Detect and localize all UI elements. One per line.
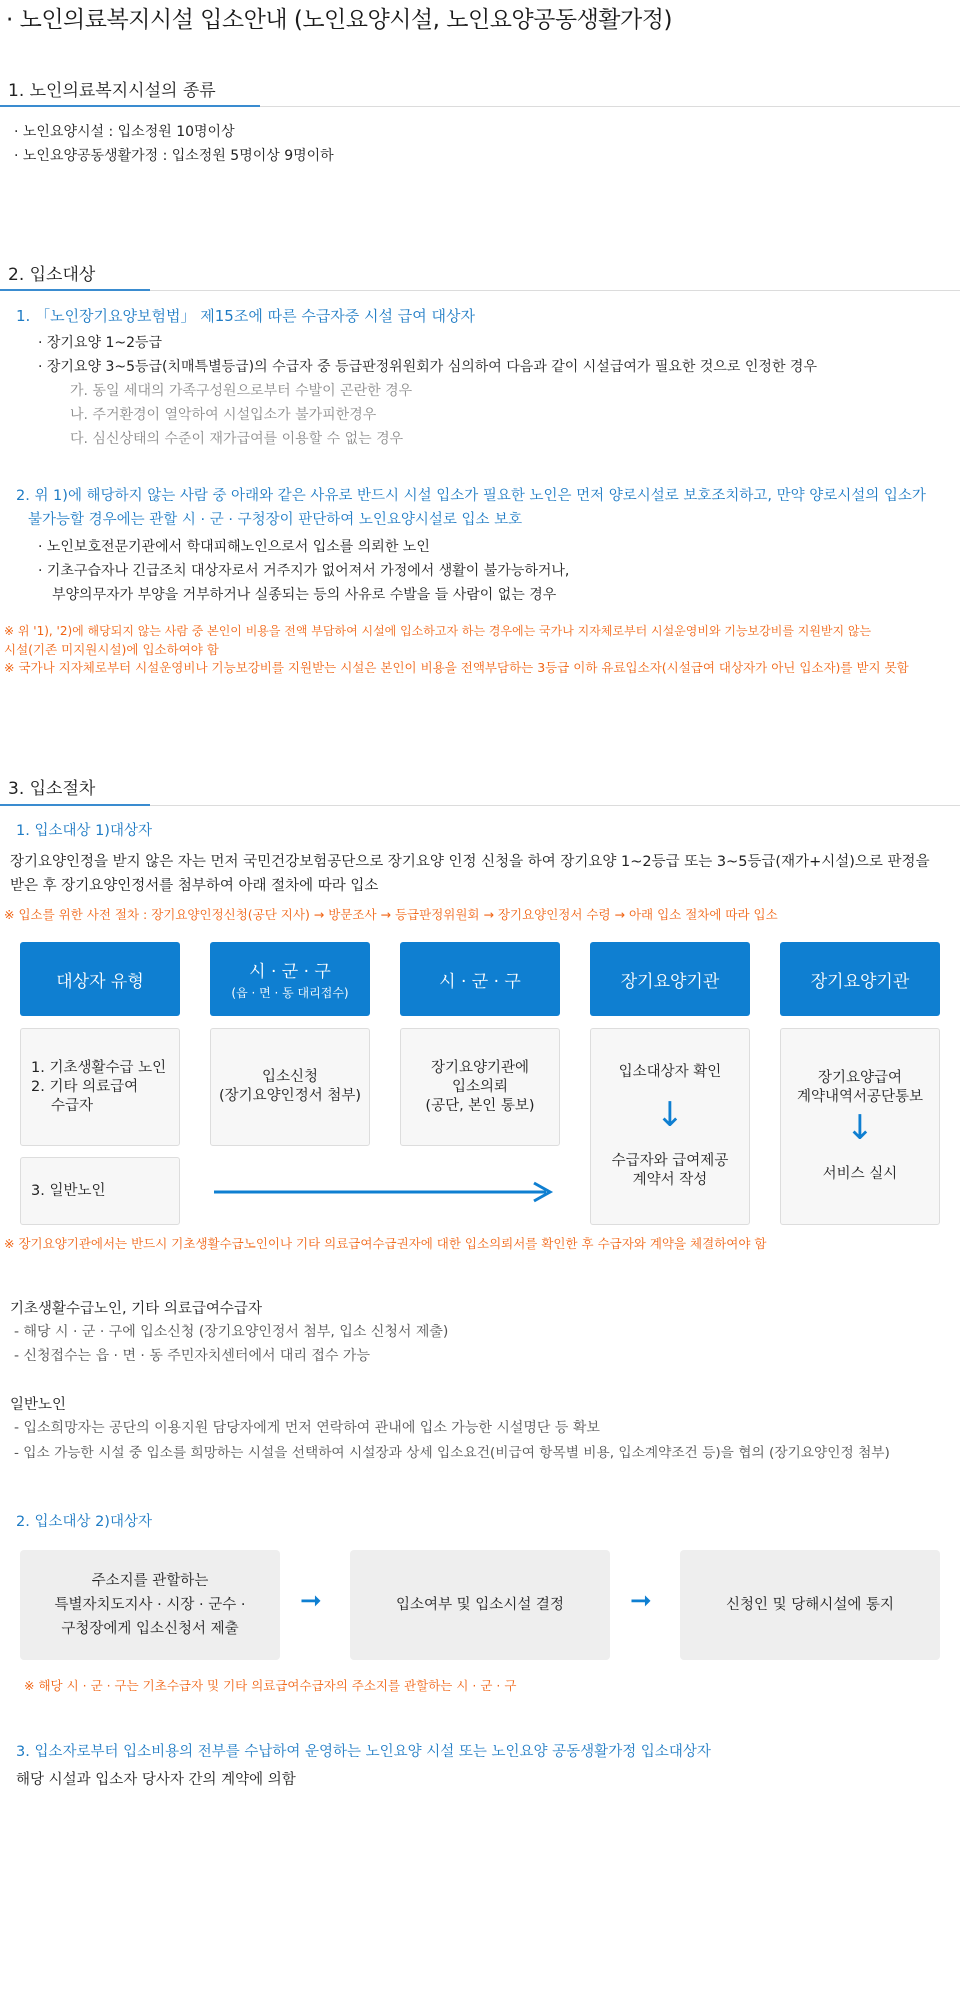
flow2-line: 특별자치도지사 · 시장 · 군수 · — [54, 1597, 246, 1613]
arrow-down-icon: ↓ — [655, 1095, 685, 1135]
flow-header-city-proxy — [210, 942, 370, 1016]
section2-sub1-title: 1. 「노인장기요양보험법」 제15조에 따른 수급자중 시설 급여 대상자 — [16, 307, 476, 325]
flow-header-label: 대상자 유형 — [56, 971, 144, 992]
section2-note-2: ※ 국가나 지자체로부터 시설운영비나 기능보강비를 지원받는 시설은 본인이 비용을 전액부담하는 3등급 이하 유료입소자(시설급여 대상자가 아닌 입소자)를 받지 못함 — [4, 660, 909, 675]
flow-cell-line: 입소신청 — [261, 1069, 319, 1085]
section3-pre-note: ※ 입소를 위한 사전 절차 : 장기요양인정신청(공단 지사) → 방문조사 → 등급판정위원회 → 장기요양인정서 수령 → 아래 입소 절차에 따라 입소 — [4, 907, 778, 922]
section3-heading: 3. 입소절차 — [8, 779, 96, 799]
section2-note-1-cont: 시설(기존 미지원시설)에 입소하여야 함 — [4, 642, 219, 657]
flow-cell-general — [20, 1157, 180, 1225]
flow-cell-line: 수급자 — [51, 1098, 94, 1114]
group1-item-1: - 해당 시 · 군 · 구에 입소신청 (장기요양인정서 첨부, 입소 신청서 제출) — [14, 1324, 449, 1340]
group1-title: 기초생활수급노인, 기타 의료급여수급자 — [10, 1301, 262, 1317]
flow2-step-decide — [350, 1550, 610, 1660]
section3-divider — [0, 805, 960, 806]
flow-cell-recipients — [20, 1028, 180, 1146]
flow-cell-line: 계약서 작성 — [632, 1172, 708, 1188]
flow2-line: 신청인 및 당해시설에 통지 — [726, 1596, 894, 1613]
flow-cell-line: 2. 기타 의료급여 — [31, 1079, 139, 1095]
section3-sub2-title: 2. 입소대상 2)대상자 — [16, 1514, 152, 1530]
flow-cell-line: 입소대상자 확인 — [618, 1064, 722, 1080]
flow-header-ltc-institution-2 — [780, 942, 940, 1016]
section1-item-1: · 노인요양시설 : 입소정원 10명이상 — [14, 124, 235, 140]
group2-item-2: - 입소 가능한 시설 중 입소를 희망하는 시설을 선택하여 시설장과 상세 입소요건(비급여 항목별 비용, 입소계약조건 등)을 협의 (장기요양인정 첨부) — [14, 1445, 890, 1461]
section2-subitem-na: 나. 주거환경이 열악하여 시설입소가 불가피한경우 — [70, 407, 377, 423]
flow-cell-line: 수급자와 급여제공 — [611, 1153, 729, 1169]
flow-note: ※ 장기요양기관에서는 반드시 기초생활수급노인이나 기타 의료급여수급권자에 대한 입소의뢰서를 확인한 후 수급자와 계약을 체결하여야 함 — [4, 1236, 767, 1251]
group2-item-1: - 입소희망자는 공단의 이용지원 담당자에게 먼저 연락하여 관내에 입소 가능한 시설명단 등 확보 — [14, 1420, 600, 1436]
flow-header-ltc-institution-1 — [590, 942, 750, 1016]
flow-header-city — [400, 942, 560, 1016]
flow2-line: 구청장에게 입소신청서 제출 — [61, 1621, 239, 1637]
section3-intro-line2: 받은 후 장기요양인정서를 첨부하여 아래 절차에 따라 입소 — [10, 878, 379, 894]
section2-heading: 2. 입소대상 — [8, 265, 96, 285]
section2-sub2-item-1: · 노인보호전문기관에서 학대피해노인으로서 입소를 의뢰한 노인 — [38, 539, 430, 555]
section2-sub2-title-line2: 불가능할 경우에는 관할 시 · 군 · 구청장이 판단하여 노인요양시설로 입소 보호 — [28, 512, 523, 528]
flow-cell-line: 입소의뢰 — [451, 1078, 509, 1095]
flow2-note: ※ 해당 시 · 군 · 구는 기초수급자 및 기타 의료급여수급자의 주소지를 관할하는 시 · 군 · 구 — [24, 1678, 517, 1693]
section2-subitem-ga: 가. 동일 세대의 가족구성원으로부터 수발이 곤란한 경우 — [70, 383, 413, 399]
flow2-step-notify — [680, 1550, 940, 1660]
page-title: · 노인의료복지시설 입소안내 (노인요양시설, 노인요양공동생활가정) — [6, 7, 672, 33]
flow-cell-referral — [400, 1028, 560, 1146]
flow-cell-notify-service — [780, 1028, 940, 1225]
flow-cell-line: 장기요양기관에 — [430, 1059, 530, 1076]
flow-cell-line: 계약내역서공단통보 — [796, 1089, 924, 1105]
section2-subitem-da: 다. 심신상태의 수준이 재가급여를 이용할 수 없는 경우 — [70, 431, 404, 447]
flow-cell-line: 장기요양급여 — [817, 1070, 903, 1086]
arrow-right-icon: ➞ — [630, 1586, 652, 1616]
flow-header-sublabel: (읍 · 면 · 동 대리접수) — [231, 986, 349, 1000]
section2-sub2-item-2-cont: 부양의무자가 부양을 거부하거나 실종되는 등의 사유로 수발을 들 사람이 없는 경우 — [52, 587, 557, 603]
section2-sub2-title-line1: 2. 위 1)에 해당하지 않는 사람 중 아래와 같은 사유로 반드시 시설 입소가 필요한 노인은 먼저 양로시설로 보호조치하고, 만약 양로시설의 입소가 — [16, 488, 926, 504]
arrow-down-icon: ↓ — [845, 1108, 875, 1148]
flow2-line: 주소지를 관할하는 — [91, 1573, 209, 1589]
section3-sub1-title: 1. 입소대상 1)대상자 — [16, 823, 152, 839]
flow-cell-line: (공단, 본인 통보) — [425, 1097, 535, 1114]
flow-header-target-type — [20, 942, 180, 1016]
section1-divider — [0, 106, 960, 107]
arrow-right-icon: ➞ — [300, 1586, 322, 1616]
flow-header-label: 장기요양기관 — [810, 971, 910, 992]
flow-long-arrow-icon — [212, 1180, 560, 1204]
flow-cell-line: 서비스 실시 — [822, 1166, 898, 1182]
flow-header-label: 시 · 군 · 구 — [439, 971, 521, 992]
section2-note-1: ※ 위 '1), '2)에 해당되지 않는 사람 중 본인이 비용을 전액 부담하여 시설에 입소하고자 하는 경우에는 국가나 지자체로부터 시설운영비와 기능보강비를 지원받지 않는 — [4, 624, 872, 638]
section3-sub3-text: 해당 시설과 입소자 당사자 간의 계약에 의함 — [16, 1772, 296, 1788]
section1-heading: 1. 노인의료복지시설의 종류 — [8, 81, 216, 101]
flow-cell-line: 3. 일반노인 — [31, 1182, 106, 1199]
section2-sub2-item-2: · 기초구습자나 긴급조치 대상자로서 거주지가 없어져서 가정에서 생활이 불가능하거나, — [38, 563, 570, 579]
flow2-step-submit — [20, 1550, 280, 1660]
flow2-line: 입소여부 및 입소시설 결정 — [396, 1596, 564, 1613]
flow-cell-application — [210, 1028, 370, 1146]
flow-cell-line: 1. 기초생활수급 노인 — [31, 1060, 167, 1076]
group2-title: 일반노인 — [10, 1397, 67, 1413]
group1-item-2: - 신청접수는 읍 · 면 · 동 주민자치센터에서 대리 접수 가능 — [14, 1348, 370, 1364]
section3-intro-line1: 장기요양인정을 받지 않은 자는 먼저 국민건강보험공단으로 장기요양 인정 신청을 하여 장기요양 1~2등급 또는 3~5등급(재가+시설)으로 판정을 — [10, 854, 930, 870]
flow-cell-confirm-contract — [590, 1028, 750, 1225]
flow-header-label: 장기요양기관 — [620, 971, 720, 992]
section2-divider — [0, 290, 960, 291]
flow-cell-line: (장기요양인정서 첨부) — [219, 1088, 361, 1104]
section1-item-2: · 노인요양공동생활가정 : 입소정원 5명이상 9명이하 — [14, 148, 334, 164]
flow-header-label: 시 · 군 · 구 — [249, 962, 331, 982]
section2-sub1-item-1: · 장기요양 1~2등급 — [38, 335, 163, 351]
section3-sub3-title: 3. 입소자로부터 입소비용의 전부를 수납하여 운영하는 노인요양 시설 또는 노인요양 공동생활가정 입소대상자 — [16, 1744, 711, 1760]
section2-sub1-item-2: · 장기요양 3~5등급(치매특별등급)의 수급자 중 등급판정위원회가 심의하여 다음과 같이 시설급여가 필요한 것으로 인정한 경우 — [38, 359, 817, 375]
